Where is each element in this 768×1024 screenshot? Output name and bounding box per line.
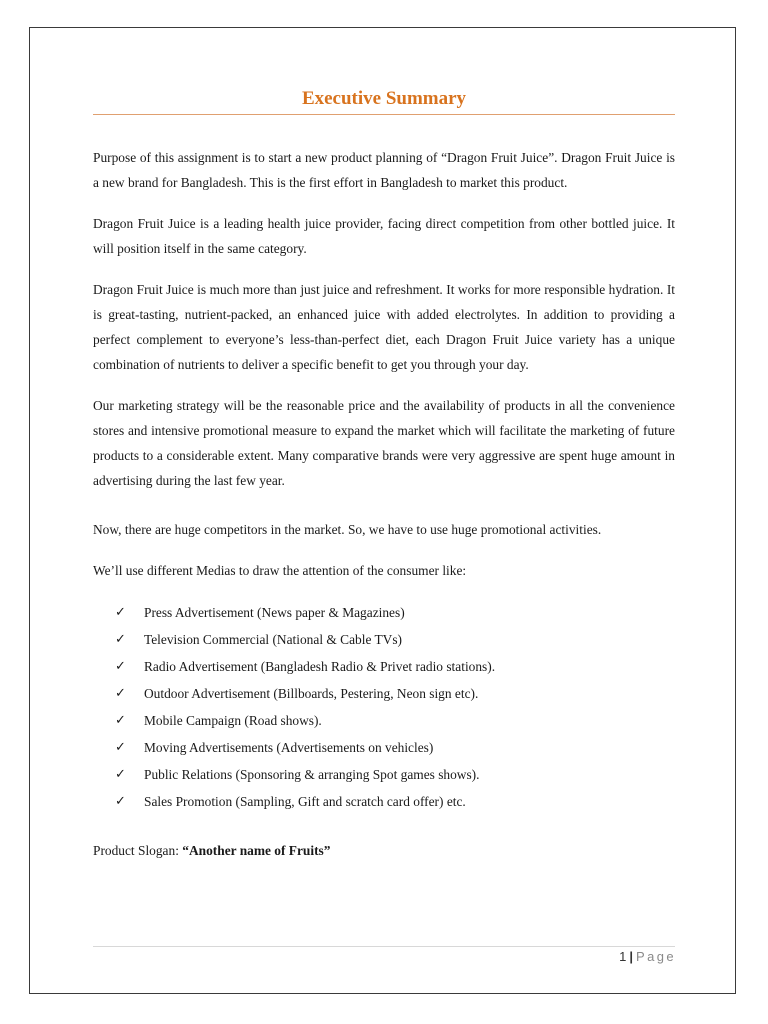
paragraph-medias-intro: We’ll use different Medias to draw the attention of the consumer like: [93,563,467,578]
list-item [115,734,675,761]
list-item-text: Outdoor Advertisement (Billboards, Pestering, Neon sign etc). [144,686,479,701]
media-list [93,599,675,815]
list-item [115,653,675,680]
paragraph-purpose: Purpose of this assignment is to start a new product planning of “Dragon Fruit Juice”. Dragon Fruit Juice is a new brand for Bangladesh. This is the first effort in Bangladesh to market this product. [93,150,675,190]
slogan-text: “Another name of Fruits” [182,843,331,858]
checkmark-icon: ✓ [115,659,126,674]
paragraph-strategy: Our marketing strategy will be the reasonable price and the availability of products in all the convenience stores and intensive promotional measure to expand the market which will facilitate the marketing of future products to a considerable extent. Many comparative brands were very aggressive are spent huge amount in advertising during the last few year. [93,398,675,488]
slogan-label: Product Slogan: [93,843,183,858]
list-item [115,761,675,788]
document-body [93,84,675,872]
page-footer [619,946,676,968]
checkmark-icon: ✓ [115,794,126,809]
checkmark-icon: ✓ [115,713,126,728]
page-title: Executive Summary [301,88,467,109]
list-item [115,599,675,626]
checkmark-icon: ✓ [115,632,126,647]
list-item-text: Television Commercial (National & Cable TVs) [144,632,403,647]
checkmark-icon: ✓ [115,740,126,755]
list-item-text: Radio Advertisement (Bangladesh Radio & Privet radio stations). [144,659,496,674]
title-underline [93,114,675,115]
paragraph-competitors: Now, there are huge competitors in the market. So, we have to use huge promotional activities. [93,522,602,537]
checkmark-icon: ✓ [115,605,126,620]
paragraph-product: Dragon Fruit Juice is much more than just juice and refreshment. It works for more responsible hydration. It is great-tasting, nutrient-packed, an enhanced juice with added electrolytes. In addition to providing a perfect complement to everyone’s less-than-perfect diet, each Dragon Fruit Juice variety has a unique combination of nutrients to deliver a specific benefit to get you through your day. [93,282,675,372]
list-item-text: Press Advertisement (News paper & Magazines) [144,605,405,620]
list-item [115,680,675,707]
footer-separator: | [629,949,634,964]
list-item [115,626,675,653]
product-slogan [93,838,675,863]
list-item-text: Sales Promotion (Sampling, Gift and scratch card offer) etc. [144,794,466,809]
checkmark-icon: ✓ [115,686,126,701]
footer-rule [93,946,675,947]
list-item [115,788,675,815]
checkmark-icon: ✓ [115,767,126,782]
list-item-text: Moving Advertisements (Advertisements on vehicles) [144,740,434,755]
list-item-text: Public Relations (Sponsoring & arranging Spot games shows). [144,767,480,782]
list-item [115,707,675,734]
page-label: Page [636,949,676,964]
page-number: 1 [619,949,627,964]
paragraph-competition: Dragon Fruit Juice is a leading health juice provider, facing direct competition from other bottled juice. It will position itself in the same category. [93,216,675,256]
list-item-text: Mobile Campaign (Road shows). [144,713,322,728]
